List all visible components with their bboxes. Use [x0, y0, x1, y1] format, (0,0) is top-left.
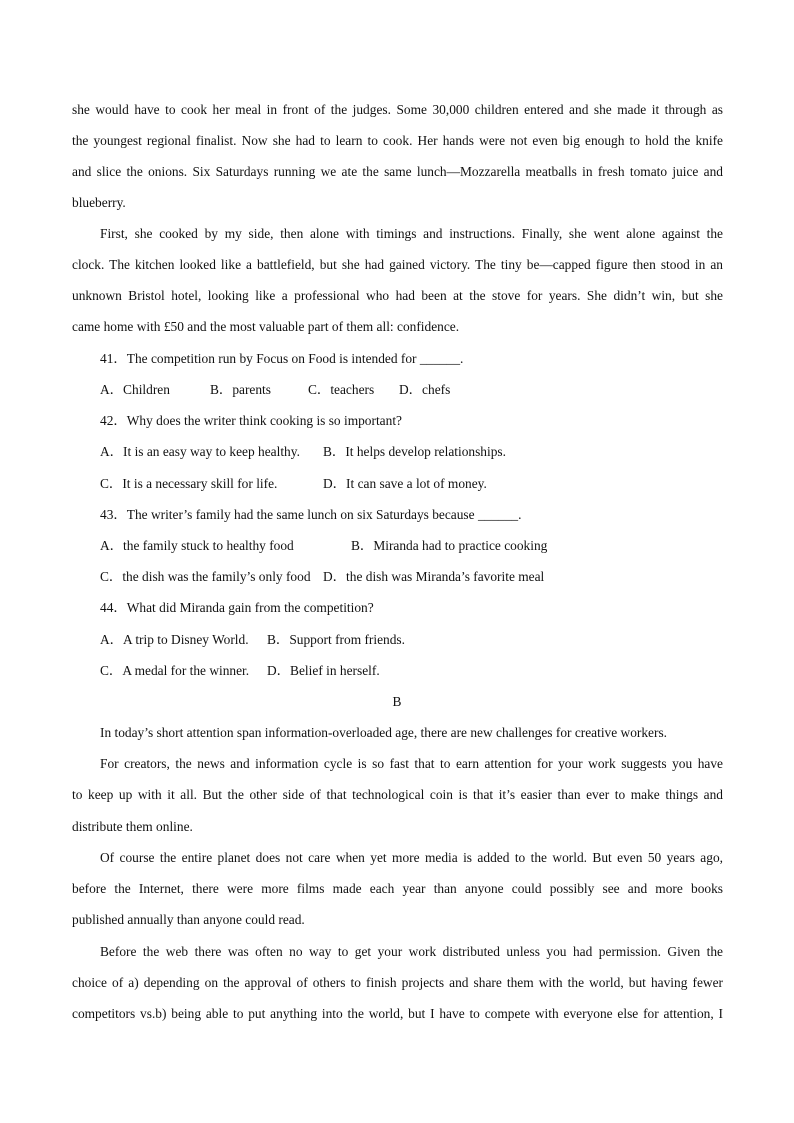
question-44-options-row-1: [100, 631, 405, 649]
passage-a-p2-line-3: unknown Bristol hotel, looking like a professional who had been at the stove for years. She didn’t win, but she: [72, 288, 723, 303]
section-b-p3-line-2: before the Internet, there were more films made each year than anyone could possibly see and more books: [72, 881, 723, 896]
question-44-options-row-2: [100, 662, 380, 680]
question-42-stem: 42．Why does the writer think cooking is so important?: [100, 413, 402, 428]
section-b-p3-line-1: Of course the entire planet does not care when yet more media is added to the world. But even 50 years ago,: [100, 850, 723, 865]
passage-a-p2-line-1: First, she cooked by my side, then alone with timings and instructions. Finally, she went alone against the: [100, 226, 723, 241]
passage-a-p1-line-1: she would have to cook her meal in front of the judges. Some 30,000 children entered and she made it through as: [72, 102, 723, 117]
question-41-stem: 41．The competition run by Focus on Food is intended for ______.: [100, 351, 464, 366]
option-43-a[interactable]: A．the family stuck to healthy food: [100, 538, 294, 553]
passage-a-p2-line-4: came home with £50 and the most valuable part of them all: confidence.: [72, 319, 460, 334]
option-42-d[interactable]: D．It can save a lot of money.: [323, 476, 487, 491]
option-44-a[interactable]: A．A trip to Disney World.: [100, 632, 249, 647]
option-44-b[interactable]: B．Support from friends.: [267, 632, 405, 647]
question-42-options-row-1: [100, 443, 506, 461]
option-44-c[interactable]: C．A medal for the winner.: [100, 663, 250, 678]
option-43-d[interactable]: D．the dish was Miranda’s favorite meal: [323, 569, 545, 584]
passage-a-p2-line-2: clock. The kitchen looked like a battlefield, but she had gained victory. The tiny be—capped figure then stood in an: [72, 257, 723, 272]
option-42-c[interactable]: C．It is a necessary skill for life.: [100, 476, 278, 491]
section-b-p4-line-1: Before the web there was often no way to get your work distributed unless you had permission. Given the: [100, 944, 723, 959]
question-44-stem: 44．What did Miranda gain from the competition?: [100, 600, 374, 615]
section-b-p2-line-3: distribute them online.: [72, 819, 193, 834]
passage-a-p1-line-2: the youngest regional finalist. Now she had to learn to cook. Her hands were not even big enough to hold the knife: [72, 133, 723, 148]
option-41-c[interactable]: C．teachers: [308, 382, 375, 397]
option-43-b[interactable]: B．Miranda had to practice cooking: [351, 538, 548, 553]
option-44-d[interactable]: D．Belief in herself.: [267, 663, 380, 678]
question-41-options: [100, 381, 450, 399]
option-41-d[interactable]: D．chefs: [399, 382, 451, 397]
section-b-p1-line-1: In today’s short attention span information-overloaded age, there are new challenges for creative workers.: [100, 725, 668, 740]
passage-a-p1-line-4: blueberry.: [72, 195, 126, 210]
option-43-c[interactable]: C．the dish was the family’s only food: [100, 569, 311, 584]
option-41-a[interactable]: A．Children: [100, 382, 170, 397]
option-41-b[interactable]: B．parents: [210, 382, 271, 397]
section-b-p2-line-1: For creators, the news and information cycle is so fast that to earn attention for your work suggests you have: [100, 756, 723, 771]
option-42-a[interactable]: A．It is an easy way to keep healthy.: [100, 444, 300, 459]
question-43-options-row-1: [100, 537, 547, 555]
question-42-options-row-2: [100, 475, 487, 493]
section-b-p4-line-2: choice of a) depending on the approval of others to finish projects and share them with the world, but having fewer: [72, 975, 723, 990]
section-b-p3-line-3: published annually than anyone could read.: [72, 912, 305, 927]
section-b-p4-line-3: competitors vs.b) being able to put anything into the world, but I have to compete with everyone else for attention, I: [72, 1006, 723, 1021]
section-b-p2-line-2: to keep up with it all. But the other side of that technological coin is that it’s easier than ever to make things and: [72, 787, 723, 802]
question-43-options-row-2: [100, 568, 544, 586]
passage-a-p1-line-3: and slice the onions. Six Saturdays running we ate the same lunch—Mozzarella meatballs in fresh tomato juice and: [72, 164, 723, 179]
option-42-b[interactable]: B．It helps develop relationships.: [323, 444, 506, 459]
section-b-heading: B: [392, 694, 402, 709]
question-43-stem: 43．The writer’s family had the same lunch on six Saturdays because ______.: [100, 507, 522, 522]
